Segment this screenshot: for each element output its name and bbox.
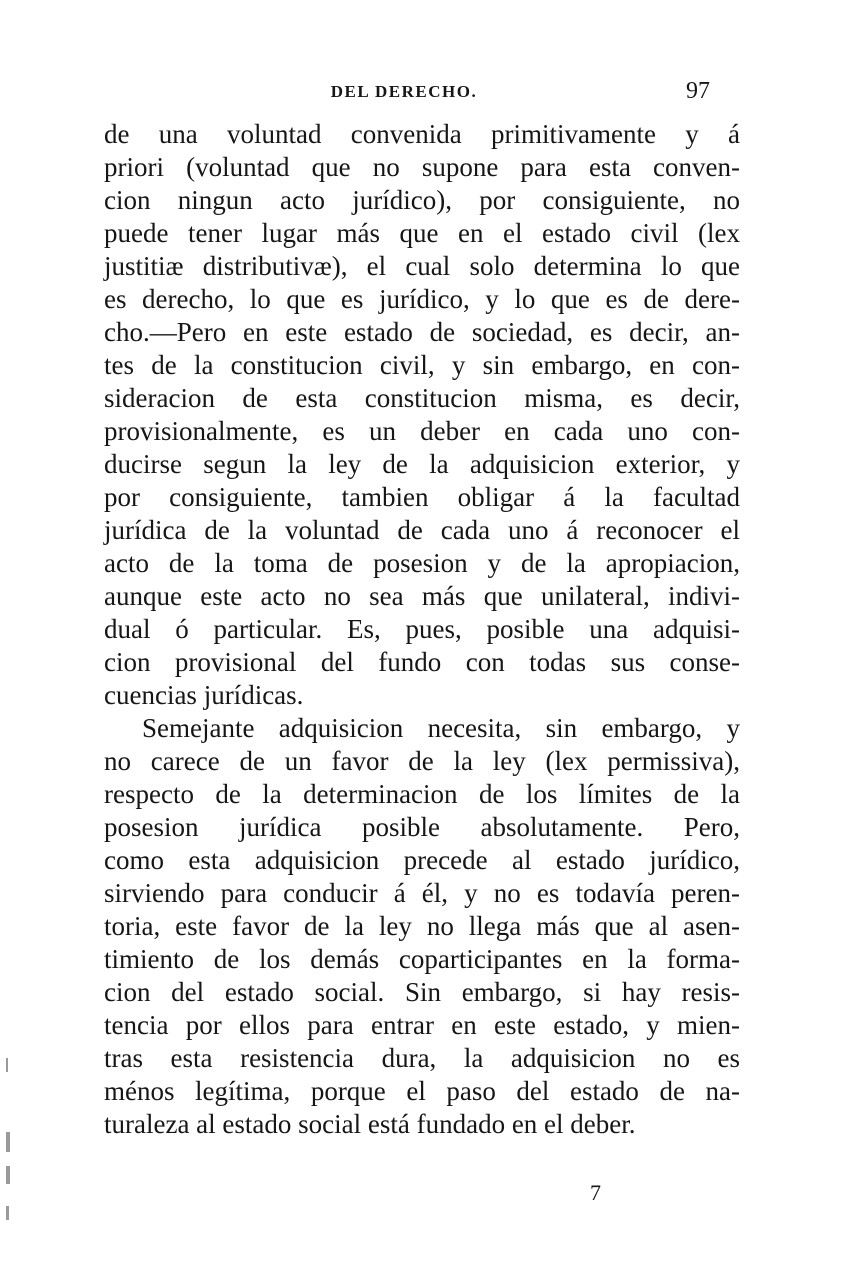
text-line: tencia por ellos para entrar en este estado, y mien- [104, 1010, 740, 1040]
text-line: de una voluntad convenida primitivamente y á [104, 119, 740, 149]
text-line: puede tener lugar más que en el estado civil (lex [104, 218, 740, 248]
text-line: sirviendo para conducir á él, y no es todavía peren- [104, 878, 740, 908]
text-line: provisionalmente, es un deber en cada uno con- [104, 416, 740, 446]
binding-edge-mark [6, 1166, 10, 1184]
text-line: respecto de la determinacion de los límites de la [104, 779, 740, 809]
text-line: aunque este acto no sea más que unilateral, indivi- [104, 581, 740, 611]
text-line: turaleza al estado social está fundado en el deber. [104, 1109, 636, 1139]
text-line: acto de la toma de posesion y de la apropiacion, [104, 548, 740, 578]
text-line: tras esta resistencia dura, la adquisicion no es [104, 1043, 740, 1073]
text-line: cho.—Pero en este estado de sociedad, es decir, an- [104, 317, 740, 347]
body-text [104, 118, 740, 1141]
text-line: toria, este favor de la ley no llega más que al asen- [104, 911, 740, 941]
text-line: timiento de los demás coparticipantes en la forma- [104, 944, 740, 974]
text-line: cion del estado social. Sin embargo, si hay resis- [104, 977, 740, 1007]
text-line: posesion jurídica posible absolutamente. Pero, [104, 812, 740, 842]
text-line: como esta adquisicion precede al estado jurídico, [104, 845, 740, 875]
binding-edge-mark [6, 1132, 10, 1152]
text-line: tes de la constitucion civil, y sin embargo, en con- [104, 350, 740, 380]
binding-edge-mark [6, 1058, 8, 1072]
text-line: dual ó particular. Es, pues, posible una adquisi- [104, 614, 740, 644]
text-line: por consiguiente, tambien obligar á la facultad [104, 482, 740, 512]
text-line: cuencias jurídicas. [104, 680, 304, 710]
running-title: DEL DERECHO. [330, 82, 478, 101]
text-line: no carece de un favor de la ley (lex permissiva), [104, 746, 740, 776]
text-line: Semejante adquisicion necesita, sin embargo, y [142, 713, 740, 743]
text-line: priori (voluntad que no supone para esta conven- [104, 152, 740, 182]
text-line: justitiæ distributivæ), el cual solo determina lo que [104, 251, 740, 281]
text-line: cion ningun acto jurídico), por consiguiente, no [104, 185, 740, 215]
signature-mark: 7 [590, 1180, 601, 1205]
running-head [104, 78, 740, 112]
text-line: ménos legítima, porque el paso del estado de na- [104, 1076, 740, 1106]
text-line: ducirse segun la ley de la adquisicion exterior, y [104, 449, 740, 479]
text-line: es derecho, lo que es jurídico, y lo que es de dere- [104, 284, 740, 314]
text-line: cion provisional del fundo con todas sus conse- [104, 647, 740, 677]
binding-edge-mark [6, 1206, 9, 1220]
page-number: 97 [686, 78, 710, 104]
text-line: jurídica de la voluntad de cada uno á reconocer el [104, 515, 740, 545]
text-line: sideracion de esta constitucion misma, es decir, [104, 383, 740, 413]
